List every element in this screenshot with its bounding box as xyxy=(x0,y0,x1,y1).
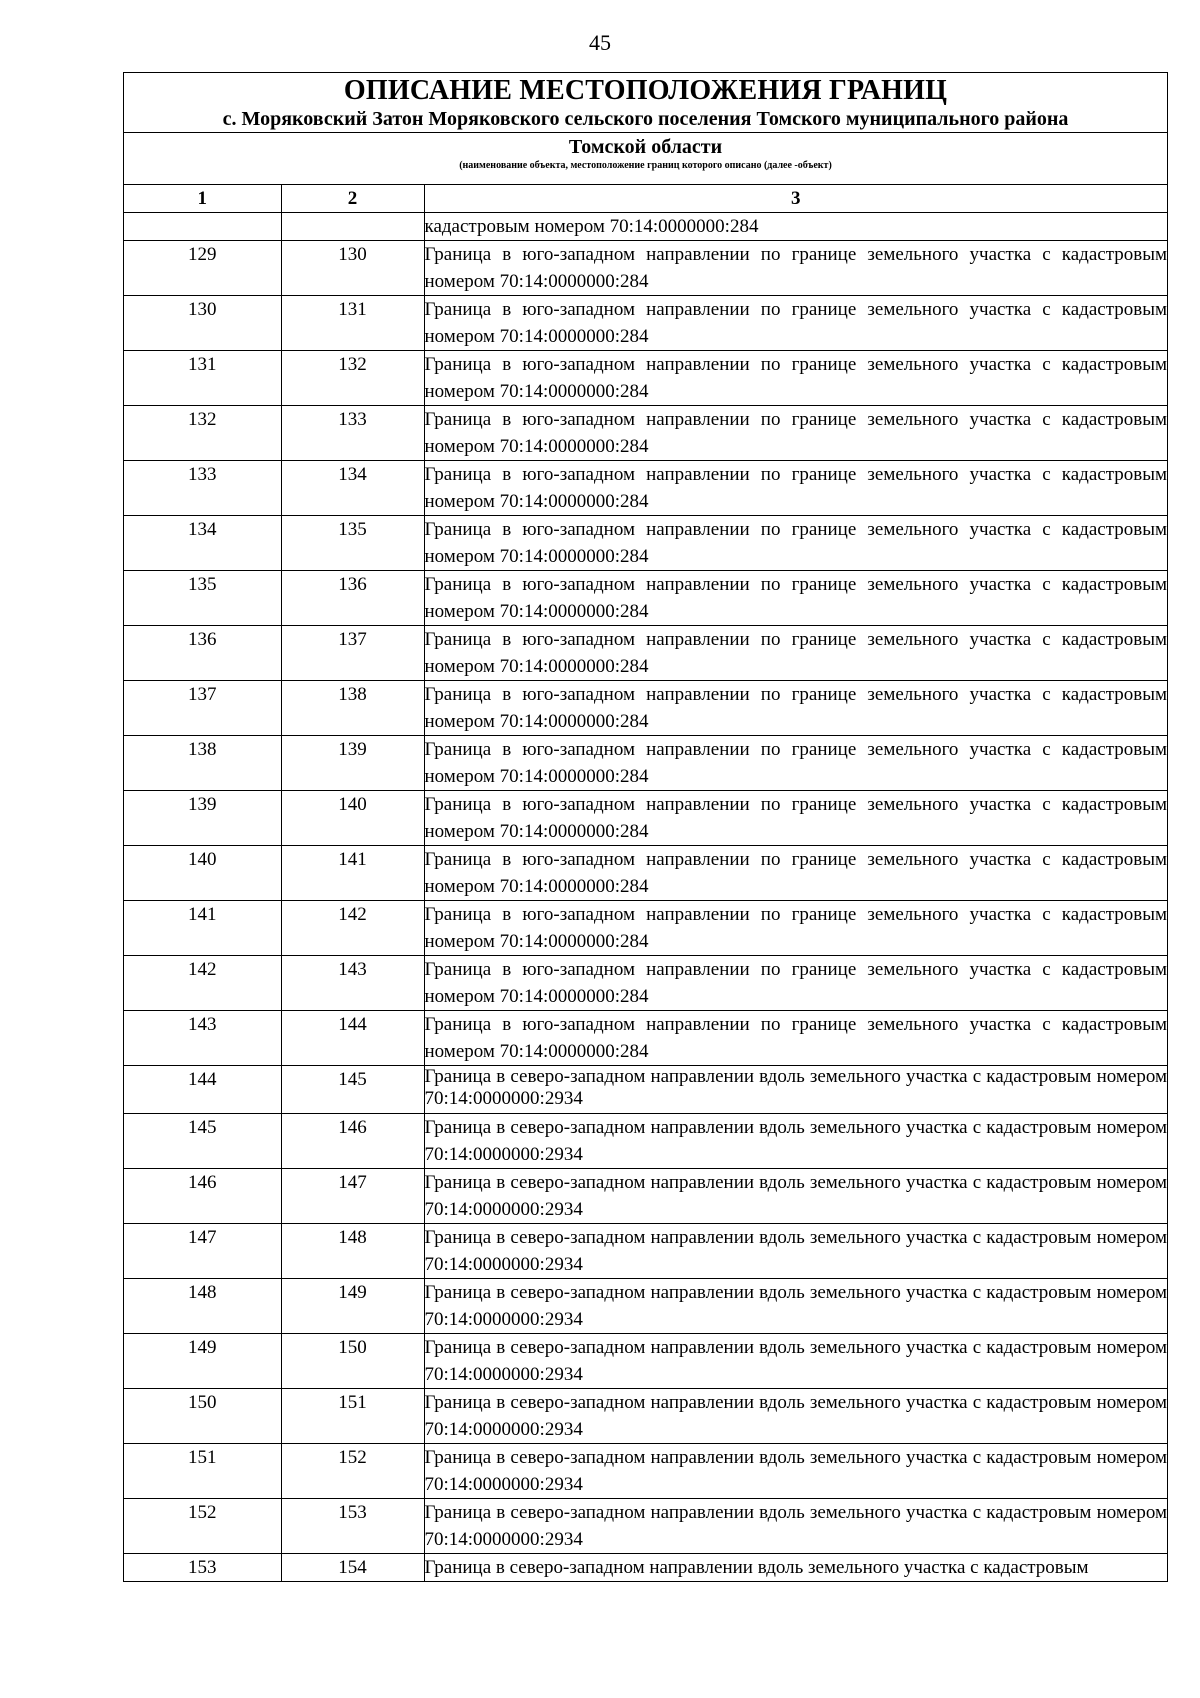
table-row xyxy=(124,1169,1167,1224)
boundary-description-cell: Граница в северо-западном направлении вдоль земельного участка с кадастровым номером 70:14:0000000:2934 xyxy=(424,1169,1167,1224)
point-to-cell: 149 xyxy=(281,1279,424,1334)
table-row xyxy=(124,626,1167,681)
boundary-description-table xyxy=(123,72,1168,1582)
document-header xyxy=(124,73,1167,133)
boundary-description-cell: Граница в северо-западном направлении вдоль земельного участка с кадастровым номером 70:14:0000000:2934 xyxy=(424,1334,1167,1389)
point-to-cell: 143 xyxy=(281,956,424,1011)
boundary-description-cell: Граница в северо-западном направлении вдоль земельного участка с кадастровым номером 70:14:0000000:2934 xyxy=(424,1279,1167,1334)
point-from-cell: 141 xyxy=(124,901,281,956)
column-header-1: 1 xyxy=(197,188,207,209)
point-from-cell: 138 xyxy=(124,736,281,791)
point-to-cell: 140 xyxy=(281,791,424,846)
point-from-cell: 131 xyxy=(124,351,281,406)
object-note: (наименование объекта, местоположение границ которого описано (далее -объект) xyxy=(459,160,832,171)
boundary-description-cell: Граница в юго-западном направлении по границе земельного участка с кадастровым номером 70:14:0000000:284 xyxy=(424,351,1167,406)
point-from-cell: 135 xyxy=(124,571,281,626)
table-row xyxy=(124,846,1167,901)
point-from-cell: 140 xyxy=(124,846,281,901)
table-row xyxy=(124,791,1167,846)
point-to-cell: 147 xyxy=(281,1169,424,1224)
boundary-description-cell: Граница в юго-западном направлении по границе земельного участка с кадастровым номером 70:14:0000000:284 xyxy=(424,901,1167,956)
point-to-cell: 130 xyxy=(281,241,424,296)
boundary-description-cell: Граница в северо-западном направлении вдоль земельного участка с кадастровым номером 70:14:0000000:2934 xyxy=(424,1224,1167,1279)
point-from-cell: 133 xyxy=(124,461,281,516)
point-from-cell: 136 xyxy=(124,626,281,681)
point-to-cell: 136 xyxy=(281,571,424,626)
point-to-cell: 146 xyxy=(281,1114,424,1169)
boundary-description-cell: Граница в юго-западном направлении по границе земельного участка с кадастровым номером 70:14:0000000:284 xyxy=(424,791,1167,846)
point-from-cell: 147 xyxy=(124,1224,281,1279)
table-row xyxy=(124,1444,1167,1499)
document-title: ОПИСАНИЕ МЕСТОПОЛОЖЕНИЯ ГРАНИЦ xyxy=(343,75,948,106)
point-to-cell: 132 xyxy=(281,351,424,406)
point-from-cell: 150 xyxy=(124,1389,281,1444)
boundary-description-cell: Граница в юго-западном направлении по границе земельного участка с кадастровым номером 70:14:0000000:284 xyxy=(424,956,1167,1011)
continuation-from-cell xyxy=(124,213,281,241)
point-from-cell: 130 xyxy=(124,296,281,351)
boundary-description-cell: Граница в северо-западном направлении вдоль земельного участка с кадастровым xyxy=(424,1554,1167,1582)
point-to-cell: 150 xyxy=(281,1334,424,1389)
table-row xyxy=(124,901,1167,956)
point-to-cell: 141 xyxy=(281,846,424,901)
continuation-to-cell xyxy=(281,213,424,241)
point-from-cell: 145 xyxy=(124,1114,281,1169)
table-row xyxy=(124,241,1167,296)
table-row xyxy=(124,1499,1167,1554)
table-row xyxy=(124,406,1167,461)
continuation-text: кадастровым номером 70:14:0000000:284 xyxy=(424,213,1167,241)
point-to-cell: 138 xyxy=(281,681,424,736)
boundary-description-cell: Граница в юго-западном направлении по границе земельного участка с кадастровым номером 70:14:0000000:284 xyxy=(424,571,1167,626)
point-to-cell: 142 xyxy=(281,901,424,956)
point-from-cell: 153 xyxy=(124,1554,281,1582)
table-row xyxy=(124,1279,1167,1334)
point-to-cell: 145 xyxy=(281,1066,424,1114)
point-from-cell: 146 xyxy=(124,1169,281,1224)
table-row xyxy=(124,1066,1167,1114)
object-region-block xyxy=(124,133,1167,185)
point-to-cell: 131 xyxy=(281,296,424,351)
table-row xyxy=(124,296,1167,351)
boundary-description-cell: Граница в юго-западном направлении по границе земельного участка с кадастровым номером 70:14:0000000:284 xyxy=(424,406,1167,461)
table-row xyxy=(124,571,1167,626)
point-from-cell: 129 xyxy=(124,241,281,296)
boundary-description-cell: Граница в юго-западном направлении по границе земельного участка с кадастровым номером 70:14:0000000:284 xyxy=(424,736,1167,791)
point-from-cell: 132 xyxy=(124,406,281,461)
column-header-3: 3 xyxy=(424,185,1167,213)
point-from-cell: 148 xyxy=(124,1279,281,1334)
point-from-cell: 134 xyxy=(124,516,281,571)
boundary-description-cell: Граница в юго-западном направлении по границе земельного участка с кадастровым номером 70:14:0000000:284 xyxy=(424,681,1167,736)
point-to-cell: 144 xyxy=(281,1011,424,1066)
table-row xyxy=(124,681,1167,736)
table-row xyxy=(124,1011,1167,1066)
point-to-cell: 137 xyxy=(281,626,424,681)
point-to-cell: 153 xyxy=(281,1499,424,1554)
point-to-cell: 134 xyxy=(281,461,424,516)
table-row xyxy=(124,736,1167,791)
table-row xyxy=(124,351,1167,406)
table-row xyxy=(124,461,1167,516)
point-from-cell: 151 xyxy=(124,1444,281,1499)
boundary-description-cell: Граница в юго-западном направлении по границе земельного участка с кадастровым номером 70:14:0000000:284 xyxy=(424,1011,1167,1066)
point-to-cell: 148 xyxy=(281,1224,424,1279)
continuation-row xyxy=(124,213,1167,241)
point-to-cell: 133 xyxy=(281,406,424,461)
boundary-description-cell: Граница в северо-западном направлении вдоль земельного участка с кадастровым номером 70:14:0000000:2934 xyxy=(424,1499,1167,1554)
table-row xyxy=(124,1224,1167,1279)
boundary-description-cell: Граница в юго-западном направлении по границе земельного участка с кадастровым номером 70:14:0000000:284 xyxy=(424,241,1167,296)
table-row xyxy=(124,1554,1167,1582)
boundary-description-cell: Граница в северо-западном направлении вдоль земельного участка с кадастровым номером 70:14:0000000:2934 xyxy=(424,1444,1167,1499)
point-from-cell: 152 xyxy=(124,1499,281,1554)
table-row xyxy=(124,1334,1167,1389)
point-to-cell: 139 xyxy=(281,736,424,791)
boundary-description-cell: Граница в юго-западном направлении по границе земельного участка с кадастровым номером 70:14:0000000:284 xyxy=(424,461,1167,516)
page-number: 45 xyxy=(589,30,611,55)
point-from-cell: 149 xyxy=(124,1334,281,1389)
point-from-cell: 143 xyxy=(124,1011,281,1066)
table-row xyxy=(124,1114,1167,1169)
boundary-description-cell: Граница в юго-западном направлении по границе земельного участка с кадастровым номером 70:14:0000000:284 xyxy=(424,846,1167,901)
document-subtitle: с. Моряковский Затон Моряковского сельского поселения Томского муниципального района xyxy=(222,108,1069,130)
point-to-cell: 151 xyxy=(281,1389,424,1444)
point-from-cell: 142 xyxy=(124,956,281,1011)
region-name: Томской области xyxy=(568,136,723,158)
boundary-description-cell: Граница в юго-западном направлении по границе земельного участка с кадастровым номером 70:14:0000000:284 xyxy=(424,516,1167,571)
point-from-cell: 144 xyxy=(124,1066,281,1114)
point-to-cell: 135 xyxy=(281,516,424,571)
boundary-description-cell: Граница в юго-западном направлении по границе земельного участка с кадастровым номером 70:14:0000000:284 xyxy=(424,296,1167,351)
column-header-row xyxy=(124,185,1167,213)
column-header-2: 2 xyxy=(281,185,424,213)
point-to-cell: 152 xyxy=(281,1444,424,1499)
table-row xyxy=(124,516,1167,571)
boundary-description-cell: Граница в северо-западном направлении вдоль земельного участка с кадастровым номером 70:14:0000000:2934 xyxy=(424,1066,1167,1114)
table-row xyxy=(124,1389,1167,1444)
boundary-description-cell: Граница в северо-западном направлении вдоль земельного участка с кадастровым номером 70:14:0000000:2934 xyxy=(424,1389,1167,1444)
boundary-points-table xyxy=(124,185,1167,1581)
point-from-cell: 137 xyxy=(124,681,281,736)
table-row xyxy=(124,956,1167,1011)
point-to-cell: 154 xyxy=(281,1554,424,1582)
boundary-description-cell: Граница в северо-западном направлении вдоль земельного участка с кадастровым номером 70:14:0000000:2934 xyxy=(424,1114,1167,1169)
boundary-description-cell: Граница в юго-западном направлении по границе земельного участка с кадастровым номером 70:14:0000000:284 xyxy=(424,626,1167,681)
point-from-cell: 139 xyxy=(124,791,281,846)
